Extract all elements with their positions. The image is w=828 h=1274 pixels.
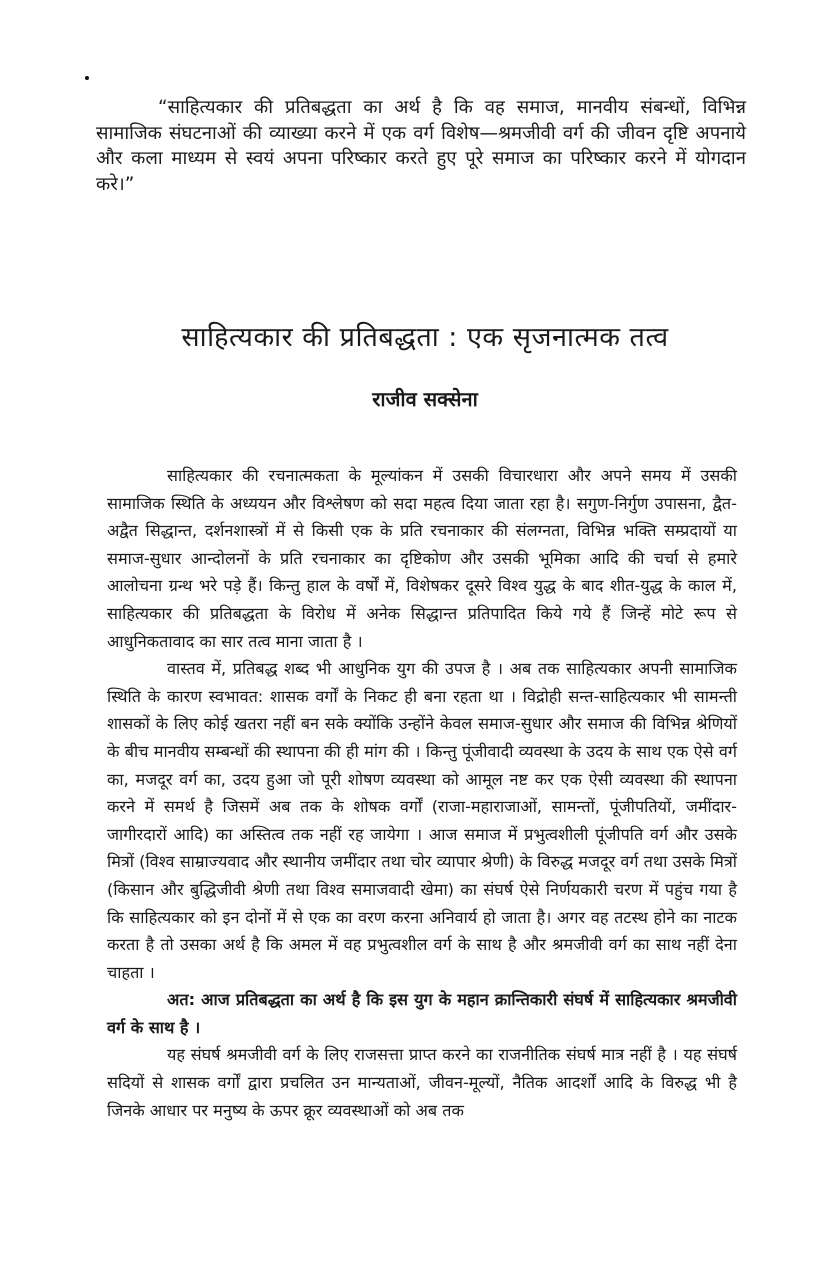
scan-speck bbox=[85, 76, 89, 80]
article-title: साहित्यकार की प्रतिबद्धता : एक सृजनात्मक तत्व bbox=[181, 322, 669, 353]
body-paragraph-emphasis: अत: आज प्रतिबद्धता का अर्थ है कि इस युग के महान क्रान्तिकारी संघर्ष में साहित्यकार श्रमजीवी वर्ग के साथ है । bbox=[107, 990, 737, 1037]
body-paragraph: यह संघर्ष श्रमजीवी वर्ग के लिए राजसत्ता प्राप्त करने का राजनीतिक संघर्ष मात्र नहीं है । यह संघर्ष सदियों से शासक वर्गों द्वारा प्रचलित उन मान्यताओं, जीवन-मूल्यों, नैतिक आदर्शों आदि के विरुद्ध भी है जिनके आधार पर मनुष्य के ऊपर क्रूर व्यवस्थाओं को अब तक bbox=[107, 1045, 737, 1120]
body-paragraph: वास्तव में, प्रतिबद्ध शब्द भी आधुनिक युग की उपज है । अब तक साहित्यकार अपनी सामाजिक स्थिति के कारण स्वभावत: शासक वर्गों के निकट ही बना रहता था । विद्रोही सन्त-साहित्यकार भी सामन्ती शासकों के लिए कोई खतरा नहीं बन सके क्योंकि उन्होंने केवल समाज-सुधार और समाज की विभिन्न श्रेणियों के बीच मानवीय सम्बन्धों की स्थापना की ही मांग की । किन्तु पूंजीवादी व्यवस्था के उदय के साथ एक ऐसे वर्ग का, मजदूर वर्ग का, उदय हुआ जो पूरी शोषण व्यवस्था को आमूल नष्ट कर एक ऐसी व्यवस्था की स्थापना करने में समर्थ है जिसमें अब तक के शोषक वर्गों (राजा-महाराजाओं, सामन्तों, पूंजीपतियों, जमींदार-जागीरदारों आदि) का अस्तित्व तक नहीं रह जायेगा । आज समाज में प्रभुत्वशीली पूंजीपति वर्ग और उसके मित्रों (विश्व साम्राज्यवाद और स्थानीय जमींदार तथा चोर व्यापार श्रेणी) के विरुद्ध मजदूर वर्ग तथा उसके मित्रों (किसान और बुद्धिजीवी श्रेणी तथा विश्व समाजवादी खेमा) का संघर्ष ऐसे निर्णयकारी चरण में पहुंच गया है कि साहित्यकार को इन दोनों में से एक का वरण करना अनिवार्य हो जाता है। अगर वह तटस्थ होने का नाटक करता है तो उसका अर्थ है कि अमल में वह प्रभुत्वशील वर्ग के साथ है और श्रमजीवी वर्ग का साथ नहीं देना चाहता । bbox=[107, 659, 737, 982]
article-body bbox=[107, 462, 737, 1124]
article-author: राजीव सक्सेना bbox=[372, 387, 478, 411]
body-paragraph: साहित्यकार की रचनात्मकता के मूल्यांकन में उसकी विचारधारा और अपने समय में उसकी सामाजिक स्थिति के अध्ययन और विश्लेषण को सदा महत्व दिया जाता रहा है। सगुण-निर्गुण उपासना, द्वैत-अद्वैत सिद्धान्त, दर्शनशास्त्रों में से किसी एक के प्रति रचनाकार की संलग्नता, विभिन्न भक्ति सम्प्रदायों या समाज-सुधार आन्दोलनों के प्रति रचनाकार का दृष्टिकोण और उसकी भूमिका आदि की चर्चा से हमारे आलोचना ग्रन्थ भरे पड़े हैं। किन्तु हाल के वर्षों में, विशेषकर दूसरे विश्व युद्ध के बाद शीत-युद्ध के काल में, साहित्यकार की प्रतिबद्धता के विरोध में अनेक सिद्धान्त प्रतिपादित किये गये हैं जिन्हें मोटे रूप से आधुनिकतावाद का सार तत्व माना जाता है । bbox=[107, 466, 737, 651]
epigraph-quote: “साहित्यकार की प्रतिबद्धता का अर्थ है कि वह समाज, मानवीय संबन्धों, विभिन्न सामाजिक संघटनाओं की व्याख्या करने में एक वर्ग विशेष—श्रमजीवी वर्ग की जीवन दृष्टि अपनाये और कला माध्यम से स्वयं अपना परिष्कार करते हुए पूरे समाज का परिष्कार करने में योगदान करे।” bbox=[96, 97, 746, 195]
